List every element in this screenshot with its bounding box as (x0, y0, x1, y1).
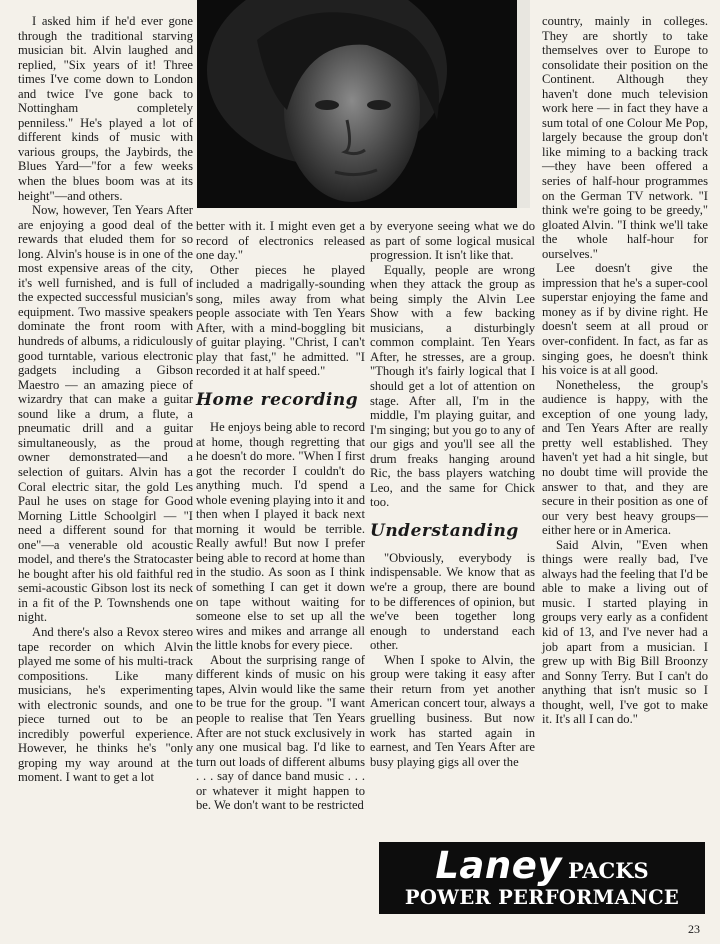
paragraph: About the surprising range of different kinds of music on his tapes, Alvin would like the same to be true for the group. "I want people to realise that Ten Years After are not stuck exclusively in any one musical bag. I'd like to turn out loads of different albums . . . say of dance band music . . . or whatever it might happen to be. We don't want to be restricted (196, 652, 365, 813)
paragraph: Said Alvin, "Even when things were really bad, I've always had the feeling that I'd be able to make a living out of music. I started playing in groups very early as a confident kid of 13, and I've never had a job apart from a musician. I grew up with Big Bill Broonzy and Sonny Terry. But I can't do anything that isn't music so I thought, well, I've got to make it. It's all I can do." (542, 537, 708, 727)
portrait-photo (197, 0, 530, 208)
page-number: 23 (688, 922, 700, 936)
subheading-home-recording: Home recording (196, 390, 359, 411)
article-column-4 (542, 14, 708, 727)
paragraph: He enjoys being able to record at home, though regretting that he doesn't do more. "When I first got the recorder I couldn't do anything much. I'd spend a whole evening playing into it and then when I played it back next morning it would be terrible. Really awful! But now I prefer being able to record at home than in the studio. As soon as I think of something I can get it down on tape without waiting for someone else to set up all the wires and mikes and arrange all the little knobs for every piece. (196, 420, 365, 653)
paragraph: When I spoke to Alvin, the group were taking it easy after their return from yet another American concert tour, always a gruelling business. But now work has started again in earnest, and Ten Years After are busy playing gigs all over the (370, 652, 535, 769)
paragraph: country, mainly in colleges. They are shortly to take themselves over to Europe to consolidate their position on the Continent. Although they haven't done much television work here — in fact they have a sum total of one Colour Me Pop, largely because the group don't like miming to a backing track—they have been offered a series of half-hour programmes on the German TV network. "I think we're going to be greedy," gloated Alvin. "I think we'll take the whole half-hour for ourselves." (542, 14, 708, 261)
ad-headline (379, 844, 705, 887)
ad-tagline: POWER PERFORMANCE (404, 886, 680, 909)
paragraph: by everyone seeing what we do as part of some logical musical progression. It isn't like that. (370, 219, 535, 263)
paragraph: Other pieces he played included a madrigally-sounding song, miles away from what people associate with Ten Years After, with a mind-boggling bit of guitar playing. "Christ, I can't play that fast," he admitted. "I recorded it at half speed." (196, 262, 365, 379)
article-column-2 (196, 219, 365, 813)
ad-brand-logo: Laney (435, 844, 562, 887)
paragraph: Equally, people are wrong when they attack the group as being simply the Alvin Lee Show with a few backing musicians, a disturbingly common complaint. Ten Years After, he stresses, are a group. "Though it's fairly logical that I should get a lot of attention on stage. After all, I'm in the middle, I'm playing guitar, and I'm singing; but you go to any of our gigs and you'll see all the drum freaks hanging around Ric, the bass players watching Leo, and the same for Chick too. (370, 262, 535, 510)
paragraph: And there's also a Revox stereo tape recorder on which Alvin played me some of his multi-track compositions. Like many musicians, he's experimenting with electronic sounds, and one piece turned out to be an incredibly powerful experience. However, he thinks he's "only groping my way around at the moment. I want to get a lot (18, 624, 193, 785)
laney-advertisement (379, 842, 705, 914)
article-column-1 (18, 14, 193, 785)
paragraph: "Obviously, everybody is indispensable. We know that as we're a group, there are bound to be differences of opinion, but we've been together long enough to understand each other. (370, 550, 535, 653)
paragraph: I asked him if he'd ever gone through the traditional starving musician bit. Alvin laughed and replied, "Six years of it! Three times I've come down to London and twice I've gone back to Nottingham completely penniless." He's played a lot of different kinds of music with various groups, the Jaybirds, the Blues Yard—"for a few weeks when the blues boom was at its height"—and others. (18, 14, 193, 203)
paragraph: Nonetheless, the group's audience is happy, with the exception of one young lady, and Ten Years After are really pretty well established. They haven't yet had a hit single, but no doubt time will provide the answer to that, and they are secure in their position as one of our very best heavy groups—either here or in America. (542, 377, 708, 538)
paragraph: better with it. I might even get a record of electronics released one day." (196, 219, 365, 263)
portrait-photo-icon (197, 0, 530, 208)
paragraph: Lee doesn't give the impression that he's a super-cool superstar enjoying the fame and money as if by divine right. He doesn't seem at all proud or over-confident. In fact, as far as singing goes, he doesn't think his voice is at all good. (542, 261, 708, 378)
ad-packs: PACKS (567, 858, 649, 883)
article-column-3 (370, 219, 535, 769)
subheading-understanding: Understanding (370, 520, 519, 541)
paragraph: Now, however, Ten Years After are enjoying a good deal of the rewards that eluded them for so long. Alvin's house is in one of the most expensive areas of the city, it's well furnished, and is full of the expected successful musician's equipment. Two massive speakers dominate the front room with hundreds of albums, a ridiculously good turntable, various electronic gadgets including a Gibson Maestro — an amazing piece of wizardry that can make a guitar sound like a drum, a flute, a pneumatic drill and a guitar simultaneously, as the proud owner demonstrated—and a selection of guitars. Alvin has a Coral electric sitar, the gold Les Paul he uses on stage for Good Morning Little Schoolgirl — "I need a different sound for that one"—a venerable old acoustic model, and there's the Stratocaster he bought after his old faithful red semi-acoustic Gibson lost its neck in a fit of the P. Townshends one night. (18, 203, 193, 625)
